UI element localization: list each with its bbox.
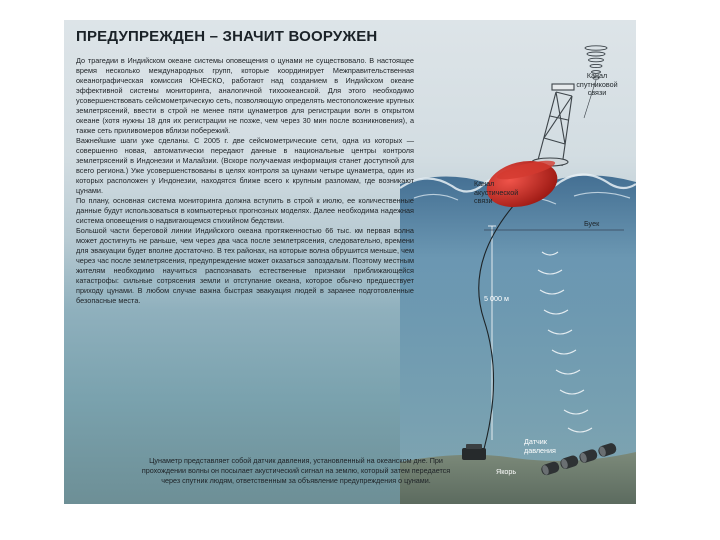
label-buoy: Буек <box>584 219 600 228</box>
paragraph: Важнейшие шаги уже сделаны. С 2005 г. две сейсмометрические сети, одна из которых — совершенно новая, автоматически передают данные в национальные центры контроля землетрясений в Индонезии и Малайзии. (Вскоре получаемая информация станет доступной для всего региона.) Уже усовершенствованы в целях контроля за цунами четыре цунаметра, один из которых расположен у Индонезии, находятся ближе всего к крупным разломам, где возникают цунами. <box>76 136 414 195</box>
article-body <box>76 56 414 306</box>
label-satellite-link: Канал спутниковой связи <box>576 71 618 97</box>
label-acoustic-link: Канал акустической связи <box>474 179 519 205</box>
paragraph: По плану, основная система мониторинга должна вступить в строй к июлю, ее количественные данные будут использоваться в компьютерных прогнозных моделях. Далее необходима надежная система оповещения о надвигающемся стихийном бедствии. <box>76 196 414 225</box>
label-anchor: Якорь <box>496 467 517 476</box>
paragraph: Большой части береговой линии Индийского океана протяженностью 66 тыс. км первая волна может достигнуть не раньше, чем через два часа после землетрясения, следовательно, времени для эвакуации будет вполне достаточно. В тех районах, на которые волна обрушится меньше, чем через час после землетрясения, предупреждение может оказаться запоздалым. Поэтому местным жителям необходимо научиться распознавать естественные признаки приближающейся катастрофы: сильные сотрясения земли и отступание океана, которое обычно предшествует приходу цунами. В любом случае важна быстрая эвакуация людей в заранее подготовленные безопасные места. <box>76 226 414 305</box>
label-depth: 5 000 м <box>484 294 509 303</box>
figure-caption: Цунаметр представляет собой датчик давления, установленный на океанском дне. При прохождении волны он посылает акустический сигнал на землю, который затем передается через спутник людям, ответственным за объявление предупреждения о цунами. <box>141 456 451 485</box>
page-title: ПРЕДУПРЕЖДЕН – ЗНАЧИТ ВООРУЖЕН <box>76 28 378 45</box>
label-pressure-sensor: Датчик давления <box>524 437 556 455</box>
infographic-panel <box>64 20 636 504</box>
paragraph: До трагедии в Индийском океане системы оповещения о цунами не существовало. В настоящее время несколько международных групп, которые координирует Межправительственная океанографическая комиссия ЮНЕСКО, работают над созданием в Индийском океане эффективной системы мониторинга, аналогичной тихоокеанской. Для этого необходимо усовершенствовать сейсмометрическую сеть, позволяющую определять местоположение крупных землетрясений, ввести в строй не менее пяти цунаметров для регистрации волн в открытом океане (хотя нужны 18 для их регистрации не позже, чем через 30 мин после возникновения), а также сеть приливомеров вблизи побережий. <box>76 56 414 135</box>
